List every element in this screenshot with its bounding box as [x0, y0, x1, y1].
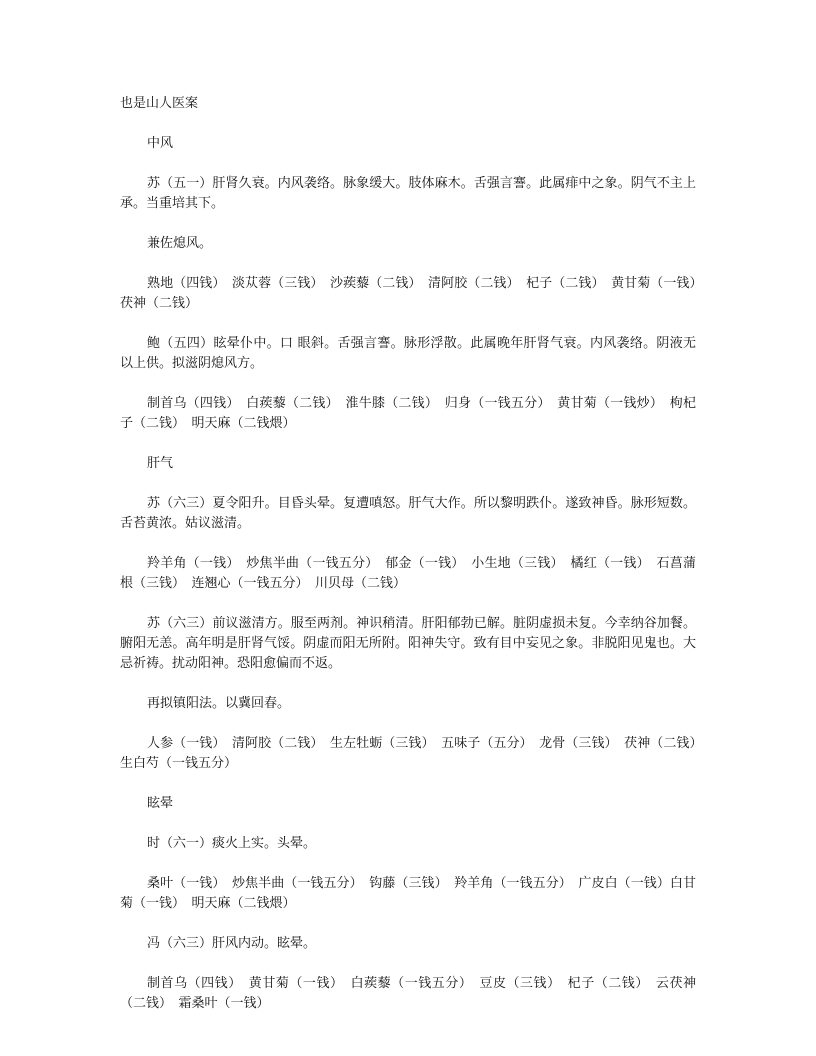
case-paragraph: 苏（六三）前议滋清方。服至两剂。神识稍清。肝阳郁勃已解。脏阴虚损未复。今幸纳谷加餐。腑阳无恙。高年明是肝肾气馁。阴虚而阳无所附。阳神失守。致有目中妄见之象。非脱阳见鬼也。大忌祈祷。扰动阳神。恐阳愈偏而不返。: [120, 616, 696, 671]
case-paragraph: 鲍（五四）眩晕仆中。口 眼斜。舌强言謇。脉形浮散。此属晚年肝肾气衰。内风袭络。阴液无以上供。拟滋阴熄风方。: [120, 336, 696, 371]
prescription-paragraph: 羚羊角（一钱） 炒焦半曲（一钱五分） 郁金（一钱） 小生地（三钱） 橘红（一钱） 石菖蒲根（三钱） 连翘心（一钱五分） 川贝母（二钱）: [120, 556, 696, 591]
prescription-paragraph: 制首乌（四钱） 白蒺藜（二钱） 淮牛膝（二钱） 归身（一钱五分） 黄甘菊（一钱炒） 枸杞子（二钱） 明天麻（二钱煨）: [120, 396, 696, 431]
prescription-paragraph: 熟地（四钱） 淡苁蓉（三钱） 沙蒺藜（二钱） 清阿胶（二钱） 杞子（二钱） 黄甘菊（一钱） 茯神（二钱）: [120, 276, 710, 311]
prescription-paragraph: 人参（一钱） 清阿胶（二钱） 生左牡蛎（三钱） 五味子（五分） 龙骨（三钱） 茯神（二钱） 生白芍（一钱五分）: [120, 736, 710, 771]
prescription-paragraph: 制首乌（四钱） 黄甘菊（一钱） 白蒺藜（一钱五分） 豆皮（三钱） 杞子（二钱） 云茯神（二钱） 霜桑叶（一钱）: [120, 976, 696, 1011]
section-heading-xuanyun: 眩晕: [147, 796, 174, 811]
treatment-note: 再拟镇阳法。以冀回春。: [147, 696, 291, 711]
document-page: [120, 94, 710, 1034]
case-paragraph: 时（六一）痰火上实。头晕。: [147, 836, 317, 851]
section-heading-ganqi: 肝气: [147, 456, 174, 471]
document-title: 也是山人医案: [120, 96, 199, 111]
prescription-paragraph: 桑叶（一钱） 炒焦半曲（一钱五分） 钩藤（三钱） 羚羊角（一钱五分） 广皮白（一钱）白甘菊（一钱） 明天麻（二钱煨）: [120, 876, 696, 911]
case-paragraph: 冯（六三）肝风内动。眩晕。: [147, 936, 317, 951]
treatment-note: 兼佐熄风。: [147, 236, 213, 251]
case-paragraph: 苏（五一）肝肾久衰。内风袭络。脉象缓大。肢体麻木。舌强言謇。此属痱中之象。阴气不主上承。当重培其下。: [120, 176, 696, 211]
section-heading-zhongfeng: 中风: [147, 136, 174, 151]
case-paragraph: 苏（六三）夏令阳升。目昏头晕。复遭嗔怒。肝气大作。所以黎明跌仆。遂致神昏。脉形短数。舌苔黄浓。姑议滋清。: [120, 496, 696, 531]
